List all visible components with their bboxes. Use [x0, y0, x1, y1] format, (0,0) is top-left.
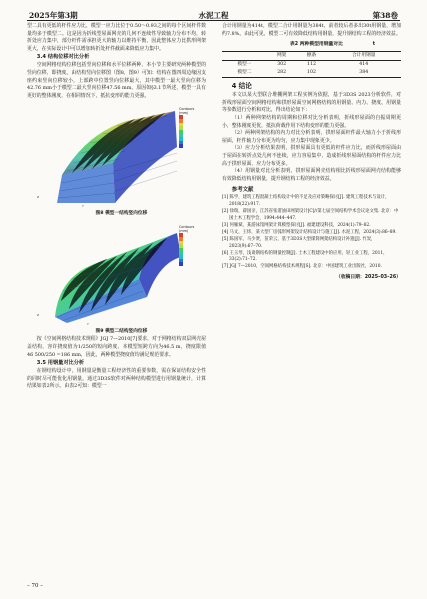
reference-item: [7] JGJ 7—2010，空间网格结构技术规程[S]. 北京：中国建筑工业出版社，2010. [222, 264, 382, 270]
table-cell: 282 [277, 70, 287, 76]
table-2-unit: t [372, 42, 375, 48]
page-header [0, 0, 427, 20]
figure-9-caption: 图9 模型二结构竖向位移 [95, 329, 148, 335]
section-heading-4: 4 结论 [231, 82, 252, 91]
table-header-cell: 网架 [276, 53, 287, 59]
reference-item: [6] 王玉琴，浅谈钢结构的钢量控制[J]. 土木工程建设中的应用，轻工业工程，2011，33(2):71–72. [222, 250, 388, 263]
figure-8-caption: 图8 模型一结构竖向位移 [95, 211, 148, 217]
table-cell: 302 [277, 62, 287, 68]
table-cell: 384 [359, 70, 369, 76]
table-cell: 模型二 [237, 70, 252, 76]
table-cell: 102 [307, 70, 316, 76]
table-header-cell: 檩条 [306, 53, 317, 59]
svg-text:Y: Y [87, 322, 89, 327]
header-rule [27, 20, 400, 21]
right-column [222, 23, 401, 283]
paragraph: 在钢结构设计中，用钢量是衡量工程经济性的重要参数，需在保证结构安全性的同时尽可能优化用钢量。通过3D3S软件对两种结构模型进行用钢量统计，计算结果如表2所示。由表2可知：模型一 [27, 368, 206, 390]
reference-item: [1] 陈学，建筑工程混凝土结构设计中的不足及应对策略探讨[J]. 建筑工程技术与设计，2018(22):917. [222, 195, 390, 208]
page-number: – 70 – [27, 583, 43, 589]
legend-unit: (mm) [179, 111, 189, 116]
reference-item: [4] 马文，王炜，某大型厂房弧形网架设计结构设计与施工[J]. 水泥工程，2024(3):86–89. [222, 229, 397, 235]
table-row [222, 61, 401, 70]
table-2-caption: 表2 两种模型用钢量对比 t [289, 42, 375, 48]
section-heading-3-4: 3.4 结构位移对比分析 [36, 54, 90, 61]
received-date: （收稿日期：2025–03–26） [335, 275, 401, 281]
left-column [27, 23, 206, 391]
references-heading: 参考文献 [231, 187, 254, 194]
table-cell: 414 [359, 62, 369, 68]
conclusion-item: （4）用钢量对比分析表明，拱形屋面网壳结构相比折线形屋面网壳结构能够有效降低结构用钢量，提升钢结构工程的经济效益。 [222, 168, 401, 182]
fig8-legend [179, 107, 205, 147]
figure-9 [27, 221, 206, 328]
table-cell: 模型一 [237, 62, 252, 68]
reference-item: [2] 徐瑞，薛国亲，江苏省张渚油田网架设计[C]//第七届空间结构学术会议论文集. 北京：中国土木工程学会，1994:444–447. [222, 209, 399, 222]
paragraph: 按《空间网格结构技术规程》JGJ 7—2010[7]要求，对于网格结构双层网壳屋盖结构，容许挠度值为1/250的短向跨度，本模型短跨方向为46.5 m，挠度限值46 500/250 =186 mm，因此，两种模型挠度值均满足规范要求。 [27, 336, 206, 358]
svg-text:Y: Y [82, 204, 84, 209]
table-header-cell [222, 52, 267, 61]
table-header-cell: 合计用钢量 [351, 53, 376, 59]
fig9-legend [179, 225, 205, 265]
conclusion-item: （1）两种网架结构的周期和位移对比分析表明，折线形屋面的自振周期更小，整体刚度更优，抵抗荷载作用下结构变形的能力更强。 [222, 114, 401, 129]
paragraph: 本文以某大型联合堆棚网架工程实例为依据，基于3D3S 2023分析软件，对折线形屋面空间网格结构和拱形屋面空间网格结构的用钢量、内力、挠度、用钢量等参数进行分析和对比，得出结论如下： [222, 92, 401, 114]
legend-unit: (mm) [179, 229, 189, 234]
paragraph: 合计用钢量为414t，模型二合计用钢量为384t，前者较后者多出30t用钢量，增加约7.8%。由此可见，模型二可有效降低结构用钢量，提升钢结构工程的经济效益。 [222, 23, 401, 37]
svg-text:Z: Z [37, 313, 40, 318]
journal-name: 水泥工程 [198, 11, 229, 20]
issue-label: 2025年第3期 [29, 11, 78, 20]
paragraph: 空间网格结构位移包括竖向位移和水平位移两种，本小节主要研究两种模型的竖向位移，即挠度。由结构竖向位移图（图8，图9）可知：结构在图四周边缘因支座约束竖向位移较小，上部跨中位置竖向位移最大，其中模型一最大竖向位移为42.76 mm小于模型二最大竖向位移47.56 mm，原因如§3.1节所述，模型一具有更好的整体刚度，在相同情况下，抵抗变形的能力更强。 [27, 62, 206, 99]
legend-title: Contours [179, 225, 195, 230]
volume-label: 第38卷 [372, 11, 398, 20]
conclusion-item: （2）两种网架结构的内力对比分析表明，拱形屋面杆件最大轴力小于折线形屋面，杆件轴力分布更为均匀，应力集中现象更少。 [222, 130, 401, 144]
table-cell: 112 [307, 62, 316, 68]
figure-8 [27, 103, 206, 210]
reference-item: [3] 何雁斌，某游泳馆网架计算模型探讨[J]. 福建建设科技，2024(1):79–82. [222, 222, 371, 228]
paragraph: 型二具有更低的杆件应力比，模型一应力比位于0.50～0.93之间的每个区间杆件数量均多于模型二。这是因为折线型屋面网壳的几何不连续性导致轴力分布不均，转折处应力集中，部分杆件需承担更大的轴力以维持平衡，因此整体应力比拱形网架更大，在实际设计中可以增加转折处杆件截面来降低应力集中。 [27, 23, 206, 52]
table-header-row [222, 52, 401, 61]
table-2-caption-row [222, 41, 401, 49]
reference-item: [5] 陈国军，马少贤，苗荣云，基于3D3S大型煤筒网架结构设计补遗[J]. 竹炭，2023(9):67–70. [222, 236, 376, 249]
legend-title: Contours [179, 107, 195, 112]
references-list [222, 195, 401, 271]
table-row [222, 69, 401, 78]
svg-text:Z: Z [37, 195, 40, 200]
conclusion-item: （3）应力分析结果表明，拱形屋面具有更低的杆件应力比，而折线形屋面由于屋面在转折点处几何不连续，应力容易集中，造成折线形屋面结构的杆件应力比高于拱形屋面，应力分布更多。 [222, 145, 401, 167]
table-2 [222, 51, 401, 78]
section-heading-3-5: 3.5 用钢量对比分析 [36, 360, 85, 367]
